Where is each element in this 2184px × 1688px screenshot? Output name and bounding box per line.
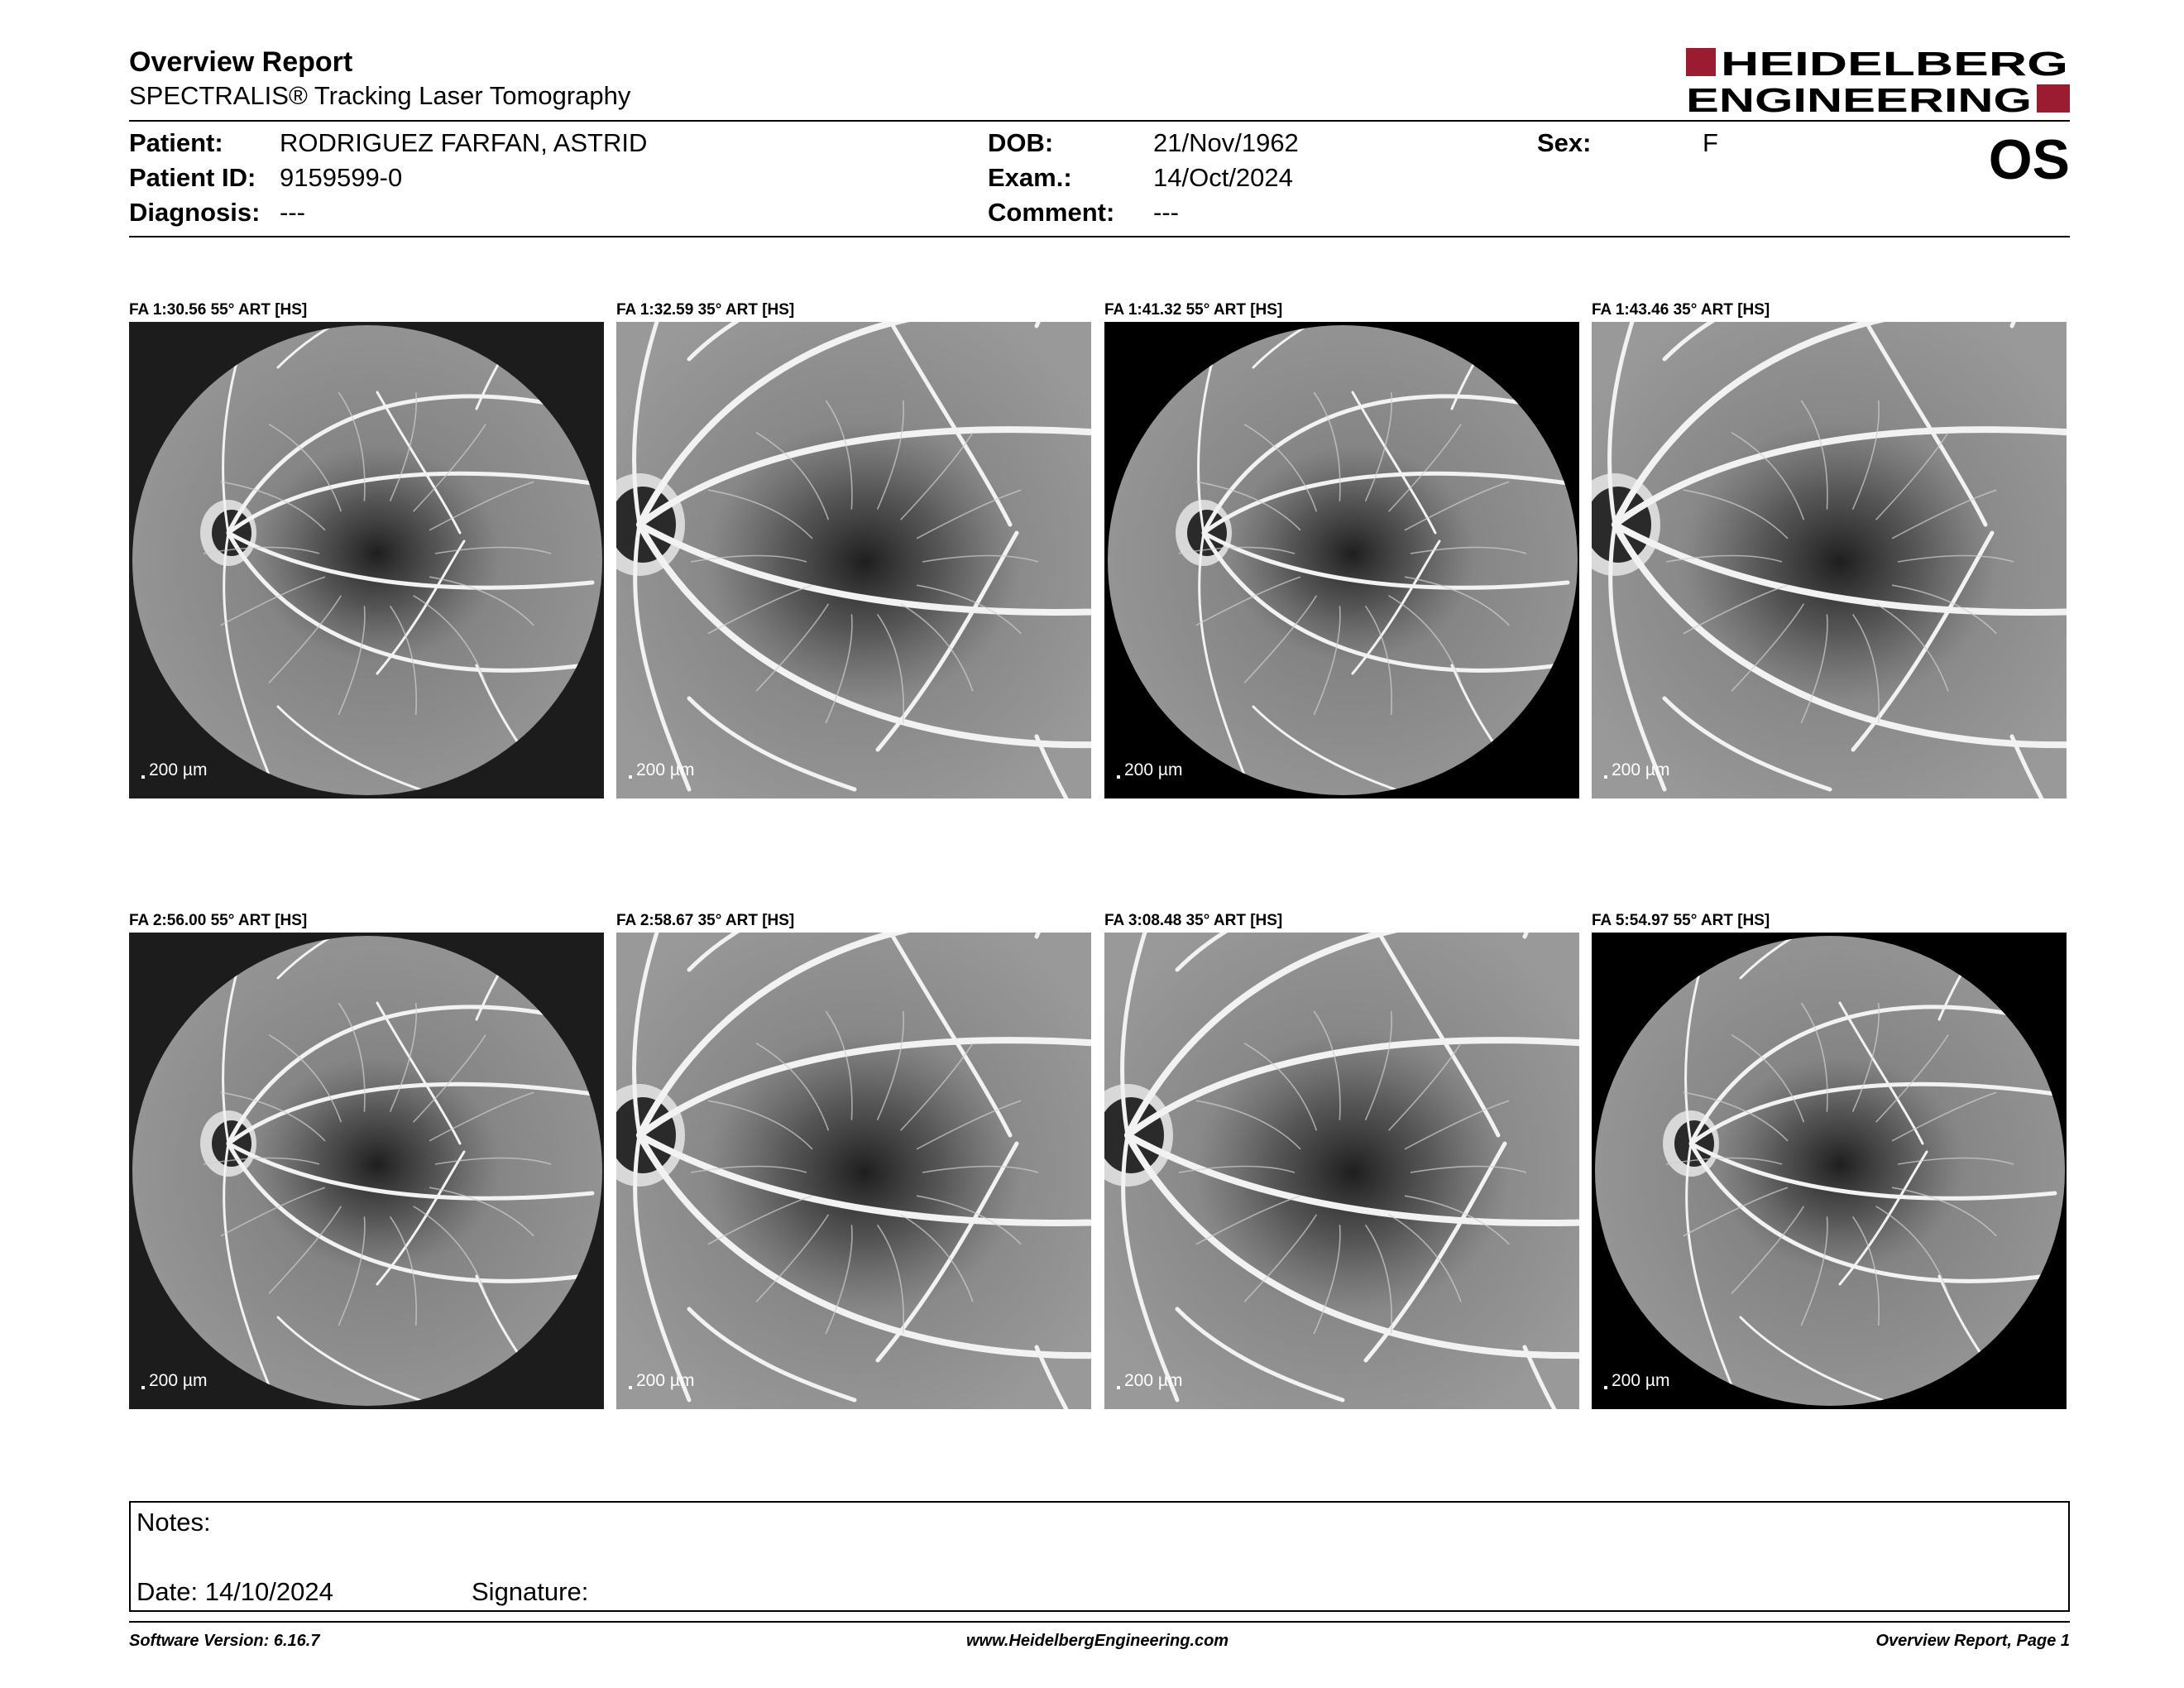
logo-line1: HEIDELBERG bbox=[1721, 46, 2068, 83]
scale-bar-label: 200 µm bbox=[1612, 760, 1670, 779]
scale-bar bbox=[629, 1371, 694, 1390]
notes-label: Notes: bbox=[136, 1508, 211, 1537]
fundus-image[interactable] bbox=[1104, 933, 1579, 1409]
patient-label: Patient: bbox=[129, 128, 223, 157]
scale-bar-label: 200 µm bbox=[149, 760, 208, 779]
image-caption: FA 5:54.97 55° ART [HS] bbox=[1592, 912, 1770, 929]
patient-id-value: 9159599-0 bbox=[280, 163, 403, 192]
patient-rule bbox=[129, 236, 2070, 237]
image-caption: FA 3:08.48 35° ART [HS] bbox=[1104, 912, 1283, 929]
fundus-image[interactable] bbox=[1104, 322, 1579, 798]
logo-square-bottom bbox=[2037, 84, 2070, 113]
report-title: Overview Report bbox=[129, 46, 353, 78]
scale-bar-label: 200 µm bbox=[636, 1371, 695, 1390]
scale-bar bbox=[1604, 760, 1669, 779]
image-caption: FA 1:43.46 35° ART [HS] bbox=[1592, 301, 1770, 319]
scale-bar bbox=[1604, 1371, 1669, 1390]
scale-bar bbox=[141, 760, 207, 779]
fundus-image[interactable] bbox=[616, 933, 1091, 1409]
comment-label: Comment: bbox=[988, 198, 1115, 227]
dob-label: DOB: bbox=[988, 128, 1054, 157]
date-label: Date: 14/10/2024 bbox=[136, 1577, 333, 1606]
patient-id-label: Patient ID: bbox=[129, 163, 256, 192]
scale-bar-label: 200 µm bbox=[1612, 1371, 1670, 1390]
header-rule bbox=[129, 120, 2070, 122]
fundus-image[interactable] bbox=[129, 322, 604, 798]
image-caption: FA 1:41.32 55° ART [HS] bbox=[1104, 301, 1283, 319]
footer-rule bbox=[129, 1621, 2070, 1623]
patient-name: RODRIGUEZ FARFAN, ASTRID bbox=[280, 128, 648, 157]
fundus-image[interactable] bbox=[129, 933, 604, 1409]
heidelberg-logo bbox=[1686, 46, 2070, 116]
logo-square-top bbox=[1686, 48, 1716, 76]
sex-value: F bbox=[1703, 128, 1718, 157]
software-version: Software Version: 6.16.7 bbox=[129, 1632, 320, 1650]
website: www.HeidelbergEngineering.com bbox=[966, 1632, 1229, 1650]
fundus-image[interactable] bbox=[1592, 322, 2067, 798]
diagnosis-value: --- bbox=[280, 198, 305, 227]
image-caption: FA 1:32.59 35° ART [HS] bbox=[616, 301, 795, 319]
logo-line2: ENGINEERING bbox=[1686, 81, 2032, 116]
image-caption: FA 2:58.67 35° ART [HS] bbox=[616, 912, 795, 929]
signature-label: Signature: bbox=[472, 1577, 589, 1606]
eye-indicator: OS bbox=[1988, 128, 2070, 191]
dob-value: 21/Nov/1962 bbox=[1153, 128, 1299, 157]
exam-value: 14/Oct/2024 bbox=[1153, 163, 1293, 192]
scale-bar bbox=[1117, 760, 1182, 779]
fundus-image[interactable] bbox=[616, 322, 1091, 798]
scale-bar bbox=[1117, 1371, 1182, 1390]
fundus-image[interactable] bbox=[1592, 933, 2067, 1409]
scale-bar-label: 200 µm bbox=[636, 760, 695, 779]
comment-value: --- bbox=[1153, 198, 1179, 227]
scale-bar bbox=[629, 760, 694, 779]
scale-bar-label: 200 µm bbox=[149, 1371, 208, 1390]
scale-bar bbox=[141, 1371, 207, 1390]
scale-bar-label: 200 µm bbox=[1124, 1371, 1183, 1390]
report-subtitle: SPECTRALIS® Tracking Laser Tomography bbox=[129, 81, 631, 110]
page-number: Overview Report, Page 1 bbox=[1875, 1632, 2070, 1650]
exam-label: Exam.: bbox=[988, 163, 1072, 192]
scale-bar-label: 200 µm bbox=[1124, 760, 1183, 779]
image-caption: FA 2:56.00 55° ART [HS] bbox=[129, 912, 308, 929]
notes-box[interactable] bbox=[129, 1501, 2070, 1612]
sex-label: Sex: bbox=[1537, 128, 1592, 157]
image-caption: FA 1:30.56 55° ART [HS] bbox=[129, 301, 308, 319]
diagnosis-label: Diagnosis: bbox=[129, 198, 261, 227]
